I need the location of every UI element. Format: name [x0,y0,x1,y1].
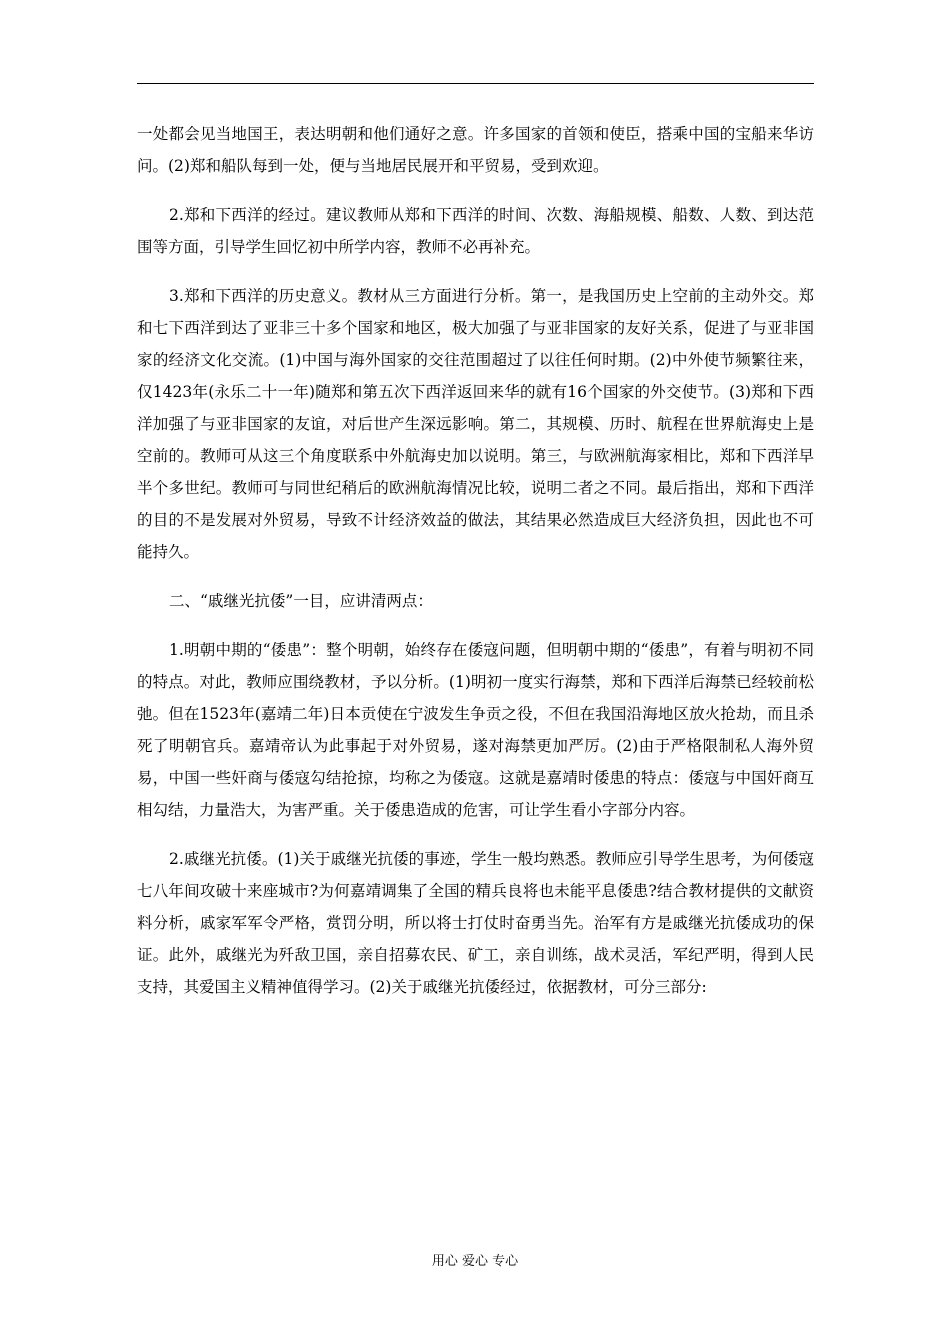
paragraph-voyage-significance: 3.郑和下西洋的历史意义。教材从三方面进行分析。第一，是我国历史上空前的主动外交。郑和七下西洋到达了亚非三十多个国家和地区，极大加强了与亚非国家的友好关系，促进了与亚非国家的经济文化交流。(1)中国与海外国家的交往范围超过了以往任何时期。(2)中外使节频繁往来，仅1423年(永乐二十一年)随郑和第五次下西洋返回来华的就有16个国家的外交使节。(3)郑和下西洋加强了与亚非国家的友谊，对后世产生深远影响。第二，其规模、历时、航程在世界航海史上是空前的。教师可从这三个角度联系中外航海史加以说明。第三，与欧洲航海家相比，郑和下西洋早半个多世纪。教师可与同世纪稍后的欧洲航海情况比较，说明二者之不同。最后指出，郑和下西洋的目的不是发展对外贸易，导致不计经济效益的做法，其结果必然造成巨大经济负担，因此也不可能持久。 [137,287,814,561]
paragraph-continuation: 一处都会见当地国王，表达明朝和他们通好之意。许多国家的首领和使臣，搭乘中国的宝船来华访问。(2)郑和船队每到一处，便与当地居民展开和平贸易，受到欢迎。 [137,125,814,175]
paragraph-voyage-process: 2.郑和下西洋的经过。建议教师从郑和下西洋的时间、次数、海船规模、船数、人数、到达范围等方面，引导学生回忆初中所学内容，教师不必再补充。 [137,206,814,256]
document-body [137,118,814,1020]
page-footer: 用心 爱心 专心 [431,1254,519,1269]
section-heading-qi-jiguang: 二、“戚继光抗倭”一目，应讲清两点： [169,592,433,610]
header-rule [137,83,814,84]
paragraph-qi-jiguang-resistance: 2.戚继光抗倭。(1)关于戚继光抗倭的事迹，学生一般均熟悉。教师应引导学生思考，为何倭寇七八年间攻破十来座城市?为何嘉靖调集了全国的精兵良将也未能平息倭患?结合教材提供的文献资料分析，戚家军军令严格，赏罚分明，所以将士打仗时奋勇当先。治军有方是戚继光抗倭成功的保证。此外，戚继光为歼敌卫国，亲自招募农民、矿工，亲自训练，战术灵活，军纪严明，得到人民支持，其爱国主义精神值得学习。(2)关于戚继光抗倭经过，依据教材，可分三部分: [137,850,814,996]
paragraph-wokou-problem: 1.明朝中期的“倭患”：整个明朝，始终存在倭寇问题，但明朝中期的“倭患”，有着与明初不同的特点。对此，教师应围绕教材，予以分析。(1)明初一度实行海禁，郑和下西洋后海禁已经较前松弛。但在1523年(嘉靖二年)日本贡使在宁波发生争贡之役，不但在我国沿海地区放火抢劫，而且杀死了明朝官兵。嘉靖帝认为此事起于对外贸易，遂对海禁更加严厉。(2)由于严格限制私人海外贸易，中国一些奸商与倭寇勾结抢掠，均称之为倭寇。这就是嘉靖时倭患的特点：倭寇与中国奸商互相勾结，力量浩大，为害严重。关于倭患造成的危害，可让学生看小字部分内容。 [137,641,814,819]
